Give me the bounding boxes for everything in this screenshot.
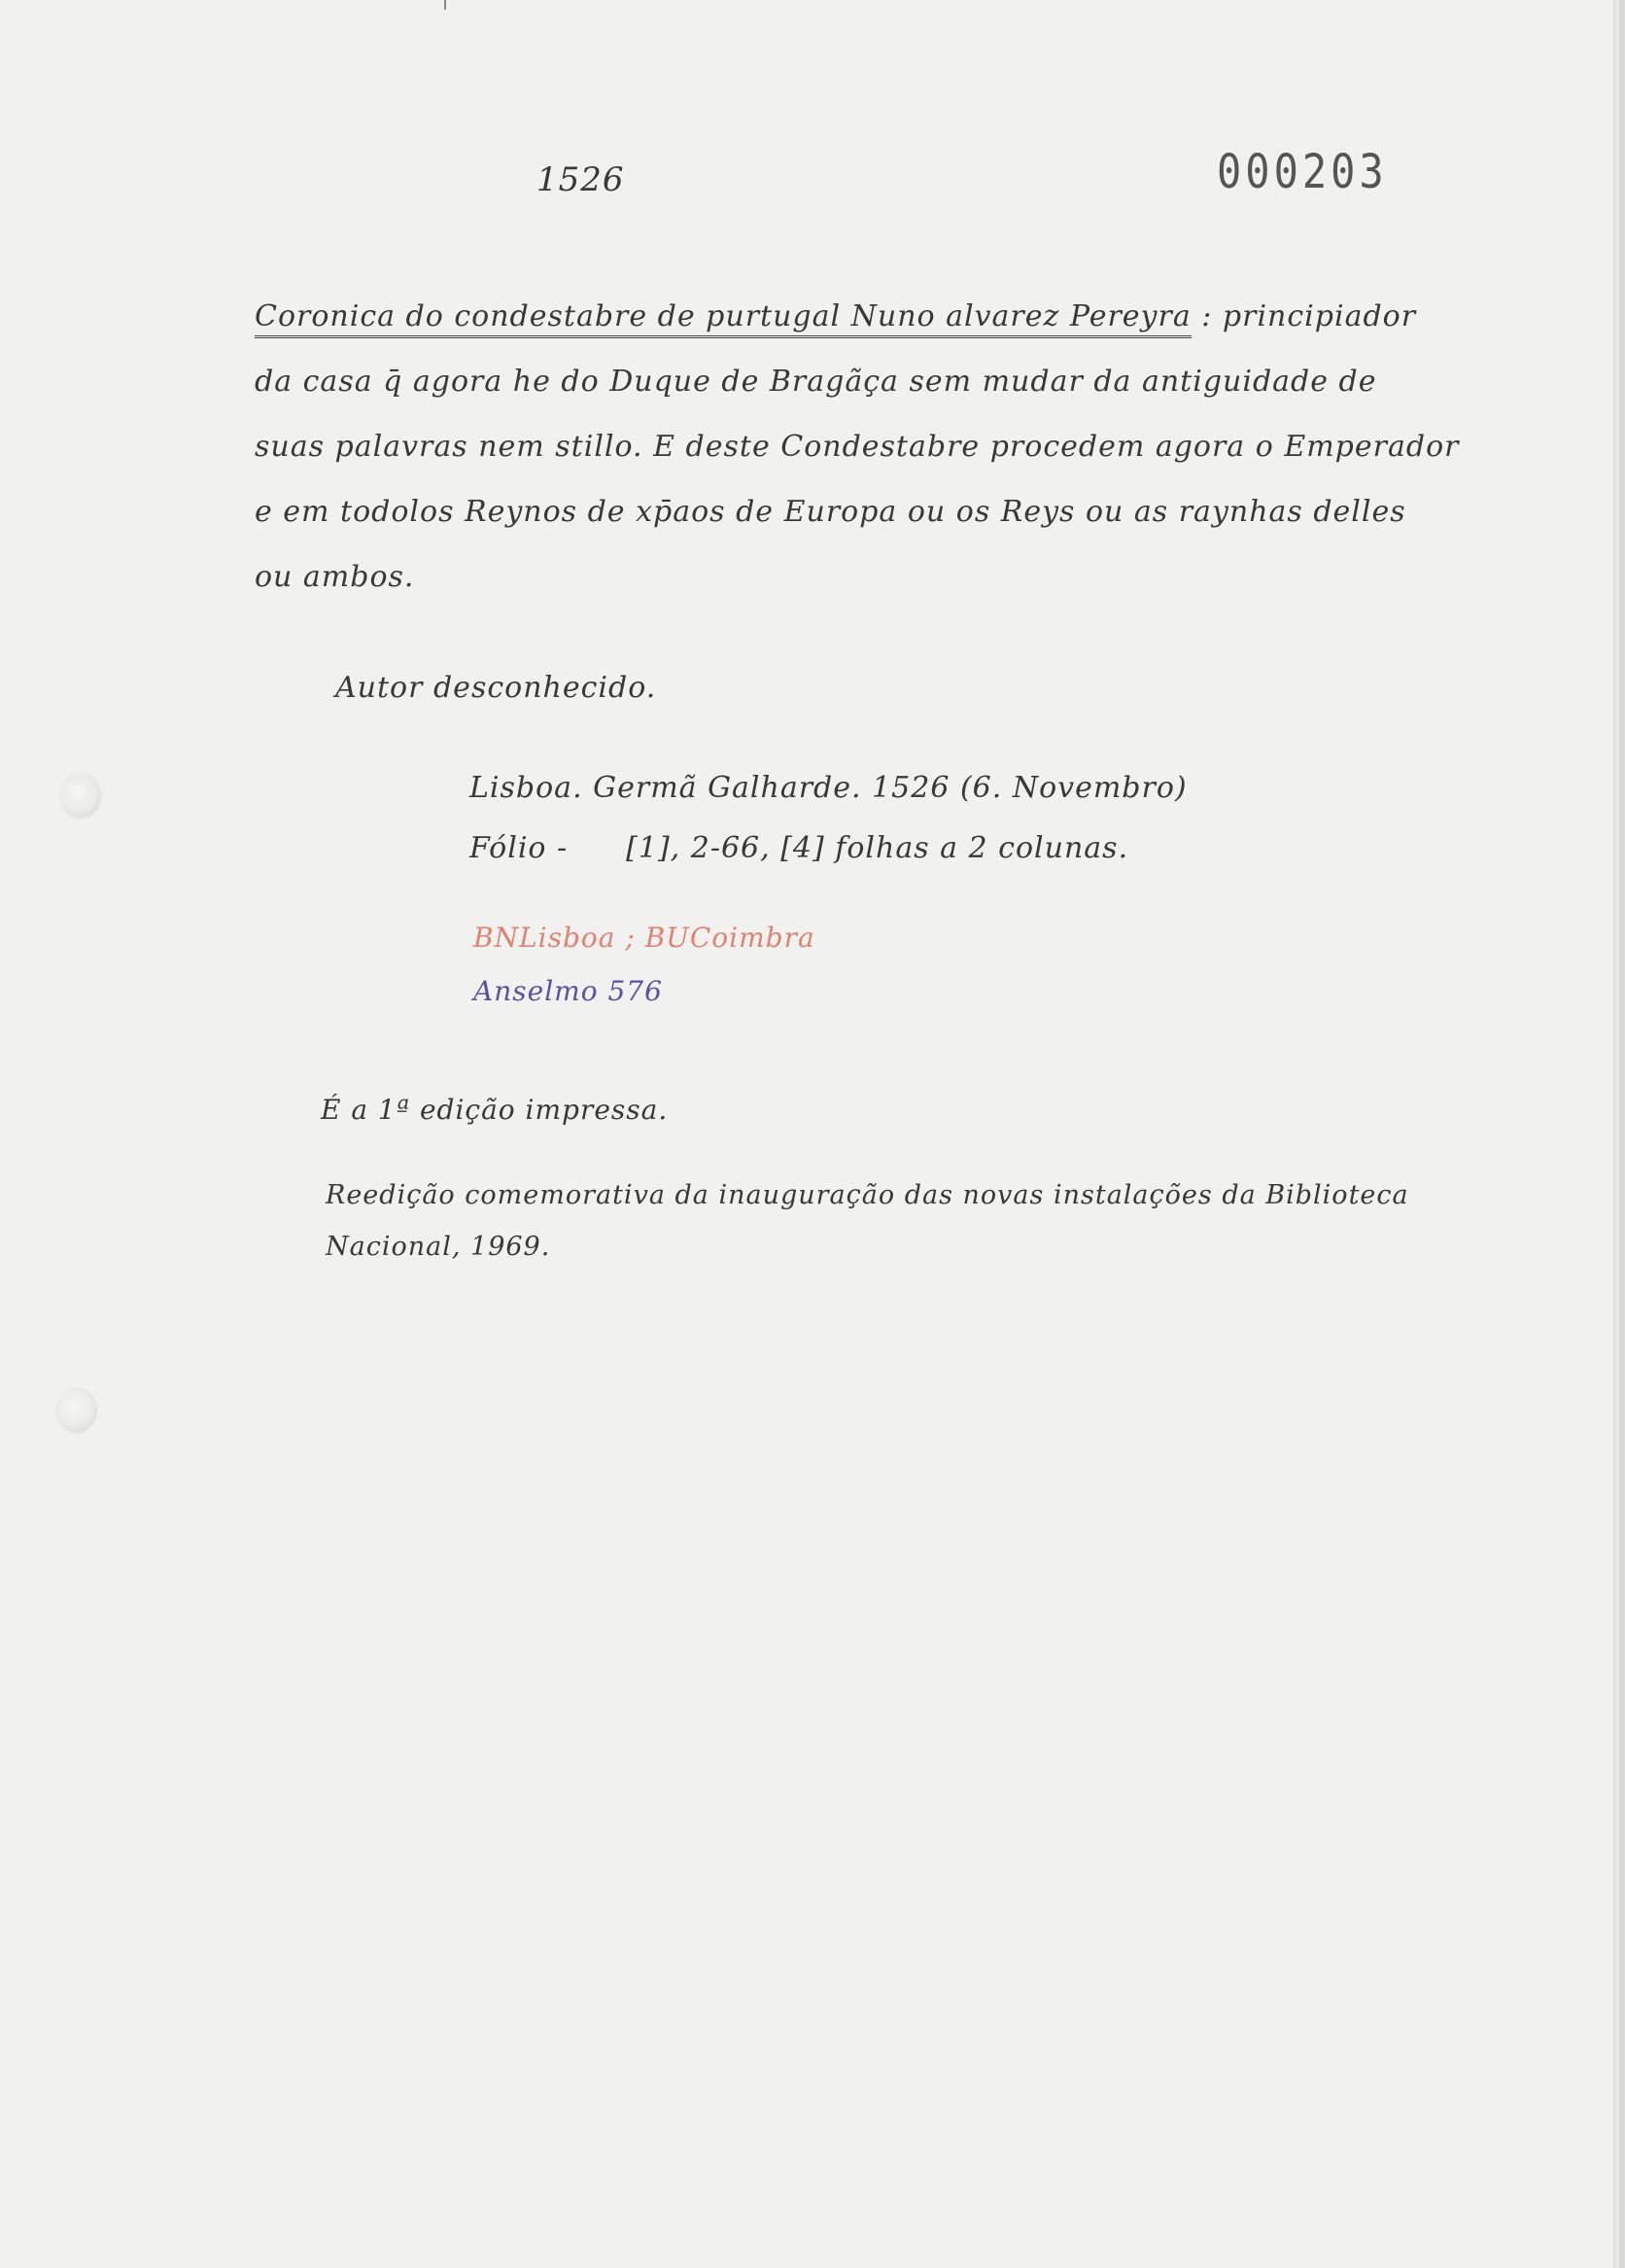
title-line-3: suas palavras nem stillo. E deste Condestabre procedem agora o Emperador [255,430,1460,464]
imprint-collation-row [469,819,1188,879]
stamped-record-number: 000203 [1217,144,1388,199]
author-statement: Autor desconhecido. [335,671,657,705]
year-heading: 1526 [536,160,625,199]
imprint-collation: [1], 2-66, [4] folhas a 2 colunas. [626,831,1129,865]
reedition-note-line-2: Nacional, 1969. [326,1232,551,1262]
punch-hole-upper [60,774,99,817]
title-line-1-rest: : principiador [1191,299,1417,333]
edition-note: É a 1ª edição impressa. [321,1094,669,1126]
title-line-1 [255,284,1508,349]
imprint-place-printer-date: Lisboa. Germã Galharde. 1526 (6. Novembro) [469,771,1188,805]
title-line-5: ou ambos. [255,560,415,594]
imprint-format: Fólio - [469,831,569,865]
title-line-2: da casa q̄ agora he do Duque de Bragãça sem mudar da antiguidade de [255,365,1377,399]
title-line-4: e em todolos Reynos de xp̄aos de Europa ou os Reys ou as raynhas delles [255,495,1406,529]
underlined-title: Coronica do condestabre de purtugal Nuno alvarez Pereyra [255,299,1192,338]
library-holdings: BNLisboa ; BUCoimbra [473,922,815,954]
punch-hole-lower [56,1388,95,1431]
reedition-note-line-1: Reedição comemorativa da inauguração das novas instalações da Biblioteca [326,1180,1409,1210]
title-description [255,284,1508,610]
bibliographic-reference: Anselmo 576 [473,975,663,1007]
reedition-note [326,1169,1409,1273]
imprint-block [469,758,1188,879]
top-edge-mark [444,0,446,10]
